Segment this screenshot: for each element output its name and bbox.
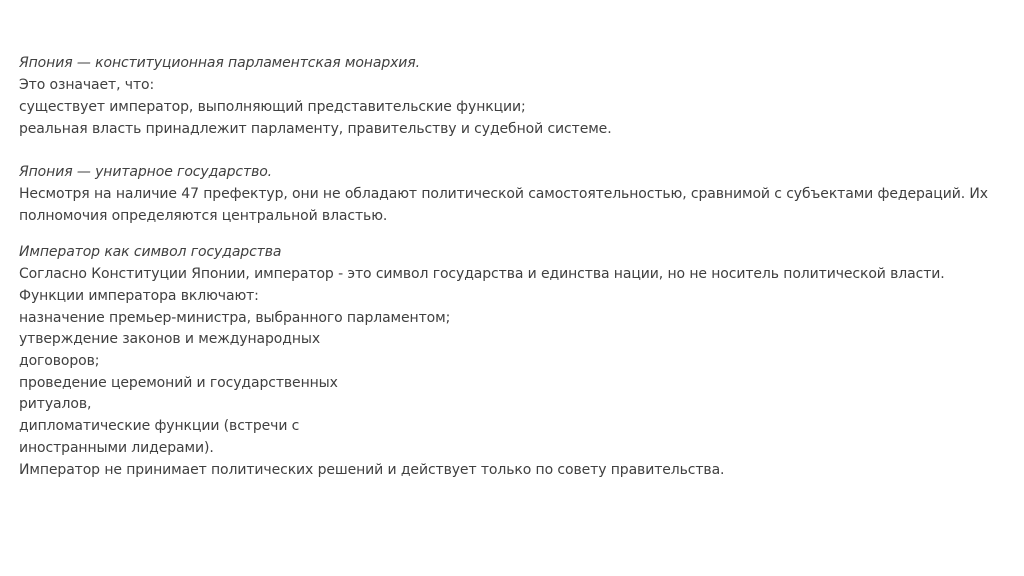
section1-line-1: Это означает, что:	[19, 77, 155, 93]
section3-line-6: проведение церемоний и государственных	[19, 375, 338, 391]
section3-line-7: ритуалов,	[19, 396, 92, 412]
section1-line-2: существует император, выполняющий представительские функции;	[19, 99, 526, 115]
section3-line-5: договоров;	[19, 353, 100, 369]
section2-heading: Япония — унитарное государство.	[19, 164, 273, 180]
section3-line-9: иностранными лидерами).	[19, 440, 214, 456]
section3-line-1: Согласно Конституции Японии, император - это символ государства и единства нации, но не носитель политической власти.	[19, 266, 945, 282]
section1-line-3: реальная власть принадлежит парламенту, правительству и судебной системе.	[19, 121, 612, 137]
section3-line-2: Функции императора включают:	[19, 288, 259, 304]
section3-heading: Император как символ государства	[19, 244, 282, 260]
section2-line-1: Несмотря на наличие 47 префектур, они не обладают политической самостоятельностью, сравнимой с субъектами федераций. Их	[19, 186, 988, 202]
section3-line-8: дипломатические функции (встречи с	[19, 418, 300, 434]
section3-line-3: назначение премьер-министра, выбранного парламентом;	[19, 310, 451, 326]
section3-line-4: утверждение законов и международных	[19, 331, 321, 347]
section1-heading: Япония — конституционная парламентская монархия.	[19, 55, 420, 71]
section2-line-2: полномочия определяются центральной властью.	[19, 208, 388, 224]
section3-line-10: Император не принимает политических решений и действует только по совету правительства.	[19, 462, 725, 478]
